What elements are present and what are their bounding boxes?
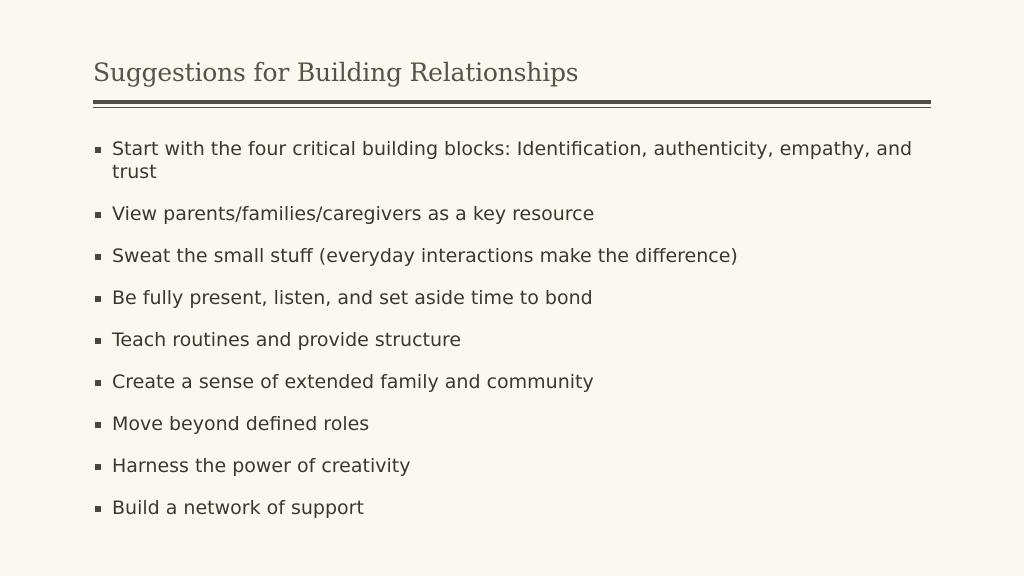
bullet-list <box>93 138 923 539</box>
bullet-item <box>93 371 923 394</box>
square-bullet-icon <box>95 506 101 512</box>
bullet-item <box>93 138 923 184</box>
bullet-text: Teach routines and provide structure <box>112 329 462 351</box>
square-bullet-icon <box>95 296 101 302</box>
square-bullet-icon <box>95 147 101 153</box>
bullet-item <box>93 329 923 352</box>
bullet-item <box>93 287 923 310</box>
bullet-item <box>93 455 923 478</box>
square-bullet-icon <box>95 464 101 470</box>
bullet-text: Move beyond defined roles <box>112 413 370 435</box>
bullet-item <box>93 413 923 436</box>
square-bullet-icon <box>95 254 101 260</box>
bullet-text: Build a network of support <box>112 497 364 519</box>
title-divider-thin <box>93 107 931 108</box>
bullet-text: Sweat the small stuff (everyday interactions make the difference) <box>112 245 738 267</box>
bullet-text: Start with the four critical building blocks: Identification, authenticity, empathy, and trust <box>112 138 913 183</box>
square-bullet-icon <box>95 422 101 428</box>
bullet-text: Be fully present, listen, and set aside time to bond <box>112 287 593 309</box>
bullet-text: Create a sense of extended family and community <box>112 371 594 393</box>
bullet-item <box>93 203 923 226</box>
square-bullet-icon <box>95 380 101 386</box>
bullet-text: Harness the power of creativity <box>112 455 411 477</box>
title-divider-thick <box>93 100 931 104</box>
square-bullet-icon <box>95 338 101 344</box>
slide-title: Suggestions for Building Relationships <box>93 58 579 87</box>
bullet-item <box>93 497 923 520</box>
bullet-text: View parents/families/caregivers as a key resource <box>112 203 595 225</box>
square-bullet-icon <box>95 212 101 218</box>
bullet-item <box>93 245 923 268</box>
